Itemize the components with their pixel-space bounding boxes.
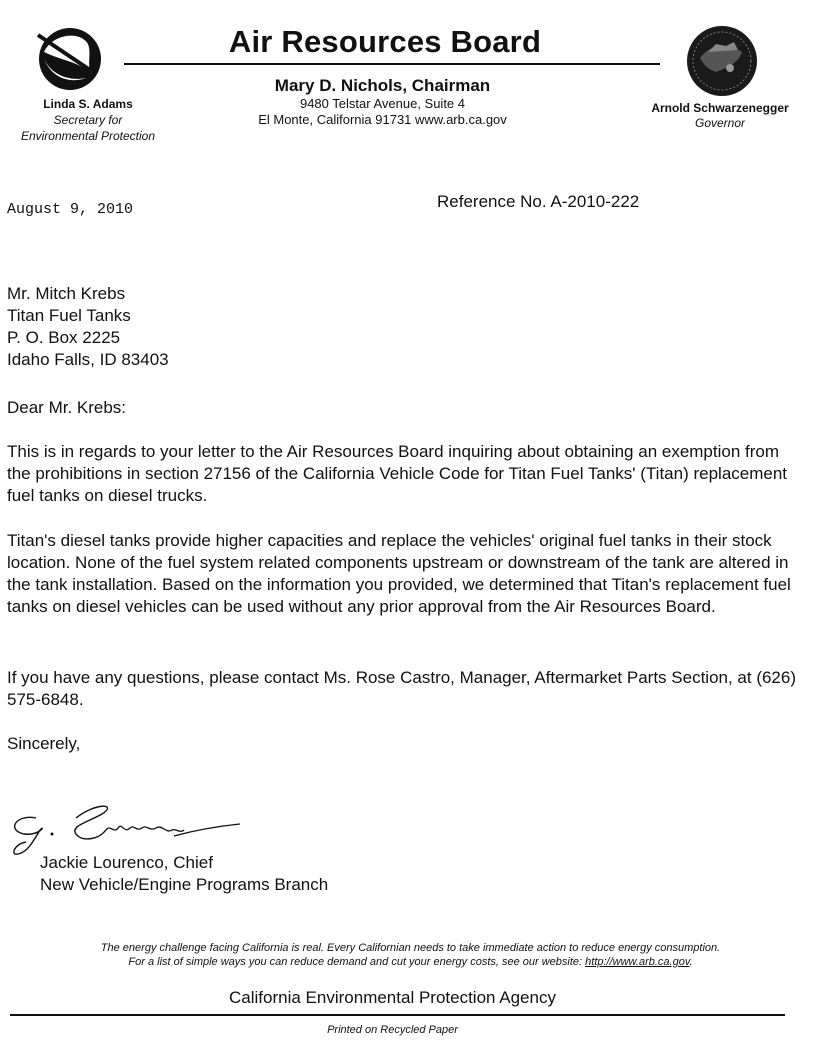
calepa-logo-icon: [30, 22, 106, 92]
energy-note: [0, 941, 821, 969]
signer-title: New Vehicle/Engine Programs Branch: [40, 875, 329, 894]
header-divider: [124, 63, 660, 65]
closing: Sincerely,: [7, 734, 81, 753]
recipient-city: Idaho Falls, ID 83403: [7, 350, 169, 369]
salutation: Dear Mr. Krebs:: [7, 398, 127, 417]
recipient-name: Mr. Mitch Krebs: [7, 284, 126, 303]
address-line-1: 9480 Telstar Avenue, Suite 4: [299, 96, 466, 111]
right-official-title: Governor: [694, 116, 746, 130]
energy-note-line-2: [0, 955, 821, 969]
recipient-address: [7, 283, 169, 371]
right-official-caption: [630, 101, 810, 131]
signer-block: [40, 852, 328, 896]
left-official-name: Linda S. Adams: [43, 97, 133, 111]
agency-name: California Environmental Protection Agency: [229, 988, 556, 1007]
address-line-2: El Monte, California 91731 www.arb.ca.gov: [258, 112, 507, 127]
chairman-line: Mary D. Nichols, Chairman: [274, 76, 491, 95]
right-official-name: Arnold Schwarzenegger: [651, 101, 789, 115]
footer-divider: [10, 1014, 785, 1016]
printed-note: Printed on Recycled Paper: [327, 1024, 458, 1036]
left-official-caption: [0, 96, 176, 144]
recipient-po-box: P. O. Box 2225: [7, 328, 121, 347]
header-address: [200, 96, 565, 128]
body-paragraph-1: This is in regards to your letter to the Air Resources Board inquiring about obtaining an exemption from the prohibitions in section 27156 of the California Vehicle Code for Titan Fuel Tanks' (Titan) replacement fuel tanks on diesel trucks.: [7, 442, 788, 505]
body-paragraph-2: Titan's diesel tanks provide higher capacities and replace the vehicles' original fuel tanks in their stock location. None of the fuel system related components upstream or downstream of the tank are altered in the tank installation. Based on the information you provided, we determined that Titan's replacement fuel tanks on diesel vehicles can be used without any prior approval from the Air Resources Board.: [7, 531, 791, 616]
left-official-title-2: Environmental Protection: [20, 129, 156, 143]
website-link[interactable]: http://www.arb.ca.gov: [585, 956, 690, 968]
handwritten-signature-icon: [6, 800, 256, 860]
left-official-title-1: Secretary for: [53, 113, 123, 127]
reference-number: Reference No. A-2010-222: [437, 192, 640, 211]
page-title: Air Resources Board: [228, 24, 542, 59]
california-state-seal-icon: [686, 24, 758, 98]
signer-name: Jackie Lourenco, Chief: [40, 853, 213, 872]
energy-note-line-1: The energy challenge facing California is real. Every Californian needs to take immediate action to reduce energy consumption.: [100, 942, 721, 954]
letter-date: August 9, 2010: [7, 201, 134, 218]
energy-note-end: .: [689, 956, 693, 968]
energy-note-text: For a list of simple ways you can reduce demand and cut your energy costs, see our website:: [128, 956, 586, 968]
recipient-company: Titan Fuel Tanks: [7, 306, 131, 325]
body-paragraph-3: If you have any questions, please contact Ms. Rose Castro, Manager, Aftermarket Parts Section, at (626) 575-6848.: [7, 668, 797, 709]
